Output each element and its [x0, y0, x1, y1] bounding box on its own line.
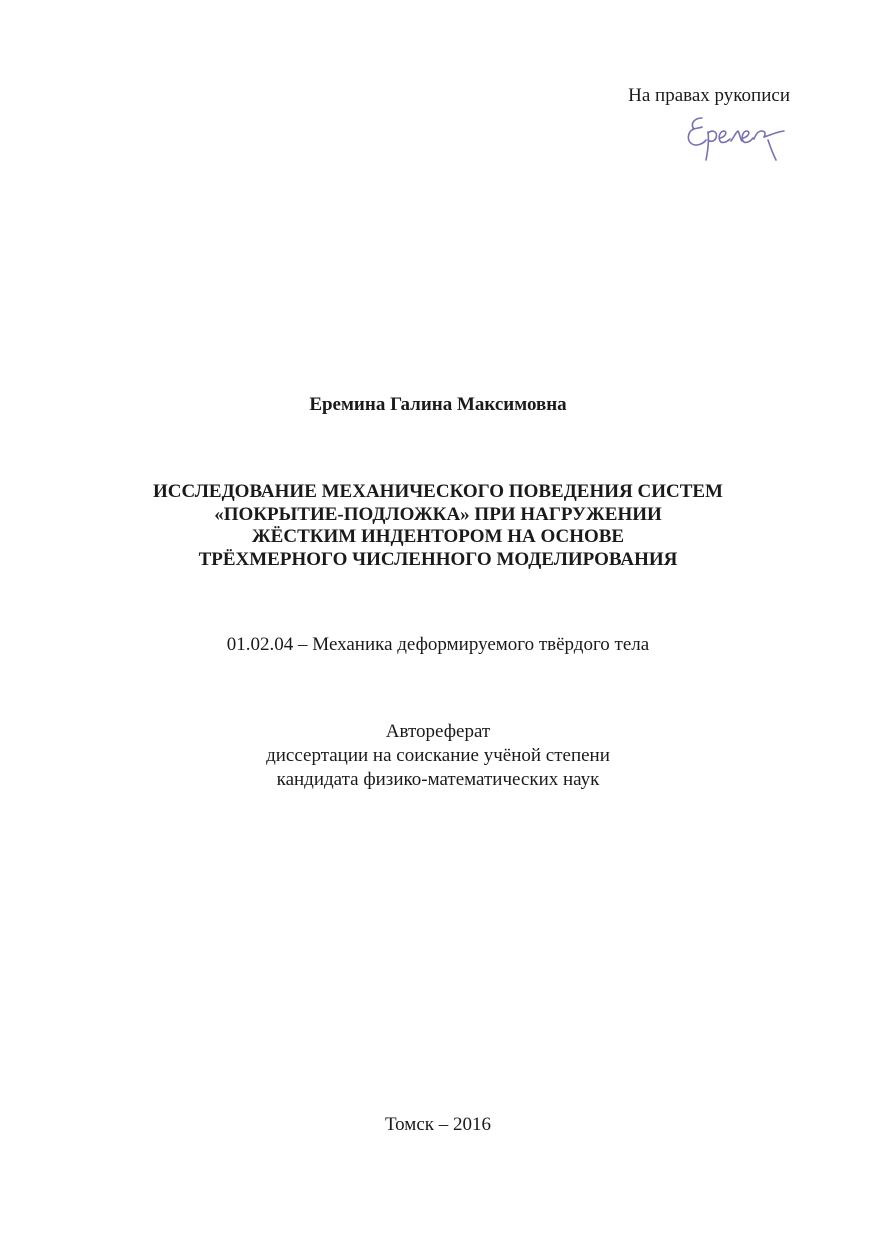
handwritten-signature — [680, 110, 795, 165]
dissertation-title — [0, 481, 876, 571]
title-line: ТРЁХМЕРНОГО ЧИСЛЕННОГО МОДЕЛИРОВАНИЯ — [198, 548, 678, 570]
rights-notice: На правах рукописи — [628, 85, 790, 106]
abstract-line: Автореферат — [385, 721, 491, 742]
abstract-line: кандидата физико-математических наук — [276, 769, 600, 790]
title-line: ИССЛЕДОВАНИЕ МЕХАНИЧЕСКОГО ПОВЕДЕНИЯ СИСТЕМ — [153, 481, 723, 502]
specialty-code: 01.02.04 – Механика деформируемого твёрдого тела — [226, 634, 650, 655]
place-and-year: Томск – 2016 — [384, 1114, 491, 1135]
author-name: Еремина Галина Максимовна — [309, 394, 567, 415]
abstract-line: диссертации на соискание учёной степени — [266, 745, 610, 766]
abstract-description — [0, 720, 876, 792]
title-line: ЖЁСТКИМ ИНДЕНТОРОМ НА ОСНОВЕ — [251, 526, 625, 547]
title-line: «ПОКРЫТИЕ-ПОДЛОЖКА» ПРИ НАГРУЖЕНИИ — [214, 503, 662, 525]
